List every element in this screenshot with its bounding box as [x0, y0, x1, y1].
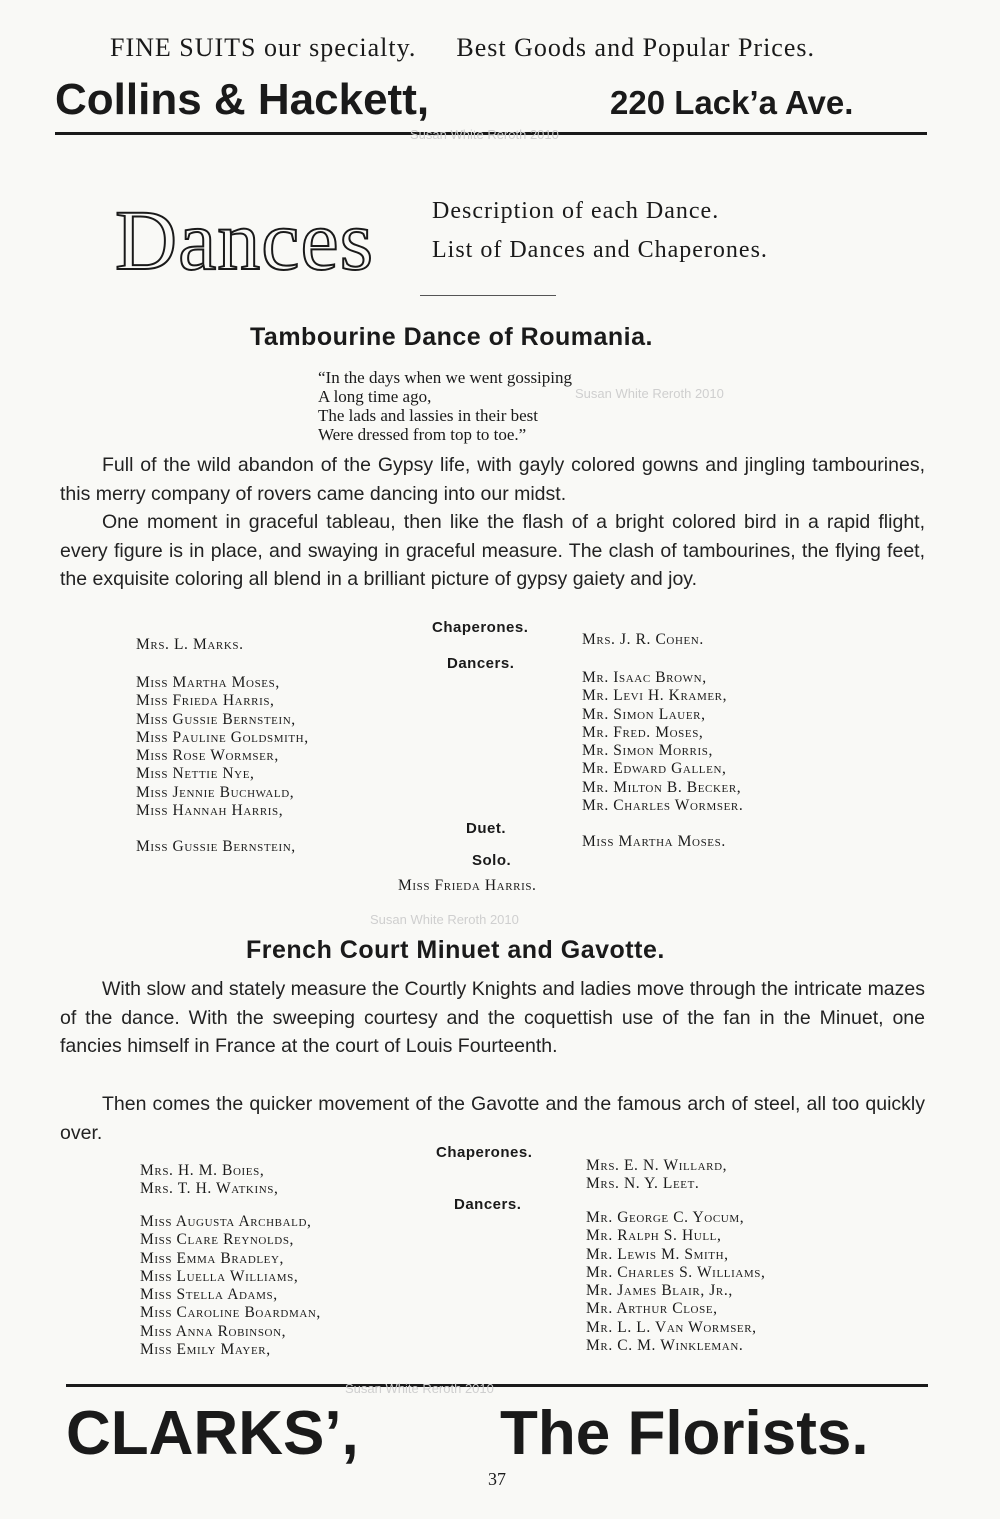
watermark-top: Susan White Reroth 2010 — [410, 127, 559, 142]
chaperone-name: Mrs. H. M. Boies, — [140, 1162, 265, 1179]
dancer-name: Mr. Edward Gallen, — [582, 760, 727, 778]
dancer-name: Miss Caroline Boardman, — [140, 1304, 321, 1322]
dancer-name: Mr. L. L. Van Wormser, — [586, 1318, 757, 1336]
chaperone-name: Mrs. T. H. Watkins, — [140, 1180, 279, 1198]
page-number: 37 — [488, 1469, 506, 1489]
watermark-middle: Susan White Reroth 2010 — [370, 912, 519, 927]
chaperone-name: Mrs. J. R. Cohen. — [582, 631, 704, 648]
dancers-list-gentlemen — [586, 1209, 765, 1355]
dancer-name: Mr. Levi H. Kramer, — [582, 687, 728, 705]
dancer-name: Miss Martha Moses, — [136, 674, 280, 691]
footer-ad-tagline: The Florists. — [500, 1399, 869, 1468]
poem-line: The lads and lassies in their best — [318, 406, 539, 425]
header-description-line-2: List of Dances and Chaperones. — [432, 237, 768, 263]
dancer-name: Mr. James Blair, Jr., — [586, 1282, 733, 1300]
header-ad-address: 220 Lack’a Ave. — [610, 84, 854, 121]
dancer-name: Miss Gussie Bernstein, — [136, 710, 296, 728]
header-ad-firm: Collins & Hackett, — [55, 75, 430, 124]
paragraph: Full of the wild abandon of the Gypsy life, with gayly colored gowns and jingling tambourines, this merry company of rovers came dancing into our midst. — [60, 454, 925, 505]
dancer-name: Miss Stella Adams, — [140, 1286, 278, 1304]
dancer-name: Miss Luella Williams, — [140, 1267, 299, 1285]
header-divider — [420, 295, 556, 296]
header-description-line-1: Description of each Dance. — [432, 198, 720, 224]
duet-label: Duet. — [466, 820, 506, 837]
paragraph: With slow and stately measure the Courtly Knights and ladies move through the intricate mazes of the dance. With the sweeping courtesy and the coquettish use of the fan in the Minuet, one fancies himself in France at the court of Louis Fourteenth. — [60, 978, 925, 1057]
chaperones-label: Chaperones. — [436, 1144, 533, 1161]
dancer-name: Mr. George C. Yocum, — [586, 1209, 745, 1226]
poem-line: A long time ago, — [318, 387, 432, 406]
poem-line: Were dressed from top to toe.” — [318, 425, 527, 444]
dancers-list-ladies — [136, 674, 309, 820]
dancer-name: Miss Clare Reynolds, — [140, 1231, 295, 1249]
chaperone-name: Mrs. L. Marks. — [136, 636, 244, 653]
dancer-name: Miss Jennie Buchwald, — [136, 783, 295, 801]
tagline-right: Best Goods and Popular Prices. — [456, 33, 815, 62]
chaperones-label: Chaperones. — [432, 619, 529, 636]
dancer-name: Mr. Milton B. Becker, — [582, 778, 742, 796]
watermark-poem: Susan White Reroth 2010 — [575, 386, 724, 401]
dancers-label: Dancers. — [454, 1196, 522, 1213]
solo-name: Miss Frieda Harris. — [398, 877, 537, 894]
dancer-name: Mr. Simon Lauer, — [582, 705, 706, 723]
dancer-name: Mr. Fred. Moses, — [582, 723, 704, 741]
chaperones-list-left — [140, 1162, 278, 1199]
dancer-name: Miss Emily Mayer, — [140, 1341, 271, 1359]
dancer-name: Miss Frieda Harris, — [136, 692, 275, 710]
dancer-name: Mr. Charles Wormser. — [582, 797, 744, 815]
footer-rule — [66, 1384, 928, 1387]
dancers-label: Dancers. — [447, 655, 515, 672]
solo-label: Solo. — [472, 852, 512, 869]
chaperone-name: Mrs. E. N. Willard, — [586, 1157, 728, 1174]
dancer-name: Miss Hannah Harris, — [136, 802, 284, 820]
poem-line: “In the days when we went gossiping — [318, 368, 573, 387]
dancer-name: Miss Nettie Nye, — [136, 765, 255, 783]
duet-name: Miss Martha Moses. — [582, 833, 726, 850]
section-title-minuet: French Court Minuet and Gavotte. — [246, 936, 665, 964]
dancers-list-gentlemen — [582, 669, 743, 815]
tagline-left: FINE SUITS our specialty. — [110, 33, 417, 62]
poem — [318, 368, 572, 444]
dancer-name: Mr. Isaac Brown, — [582, 669, 707, 686]
duet-name: Miss Gussie Bernstein, — [136, 838, 296, 855]
dancer-name: Mr. Simon Morris, — [582, 742, 713, 760]
dancers-list-ladies — [140, 1213, 321, 1359]
dancer-name: Miss Anna Robinson, — [140, 1322, 287, 1340]
dancer-name: Miss Pauline Goldsmith, — [136, 728, 309, 746]
section-title-tambourine: Tambourine Dance of Roumania. — [250, 323, 653, 351]
chaperone-name: Mrs. N. Y. Leet. — [586, 1175, 700, 1193]
dancer-name: Miss Rose Wormser, — [136, 747, 279, 765]
paragraph: One moment in graceful tableau, then like the flash of a bright colored bird in a rapid flight, every figure is in place, and swaying in graceful measure. The clash of tambourines, the flying feet, the exquisite coloring all blend in a brilliant picture of gypsy gaiety and joy. — [60, 511, 925, 590]
dancer-name: Mr. Lewis M. Smith, — [586, 1245, 729, 1263]
dancer-name: Mr. Arthur Close, — [586, 1300, 718, 1318]
header-ad-tagline — [110, 33, 815, 63]
watermark-bottom: Susan White Reroth 2010 — [345, 1381, 494, 1396]
dancer-name: Miss Emma Bradley, — [140, 1249, 285, 1267]
footer-ad-name: CLARKS’, — [66, 1399, 359, 1468]
dancer-name: Mr. Ralph S. Hull, — [586, 1227, 722, 1245]
dancer-name: Miss Augusta Archbald, — [140, 1213, 312, 1230]
dances-heading: Dances — [115, 192, 375, 288]
chaperones-list-right — [586, 1157, 727, 1194]
paragraph: Then comes the quicker movement of the Gavotte and the famous arch of steel, all too quickly over. — [60, 1093, 925, 1144]
dancer-name: Mr. Charles S. Williams, — [586, 1263, 766, 1281]
dancer-name: Mr. C. M. Winkleman. — [586, 1337, 744, 1355]
